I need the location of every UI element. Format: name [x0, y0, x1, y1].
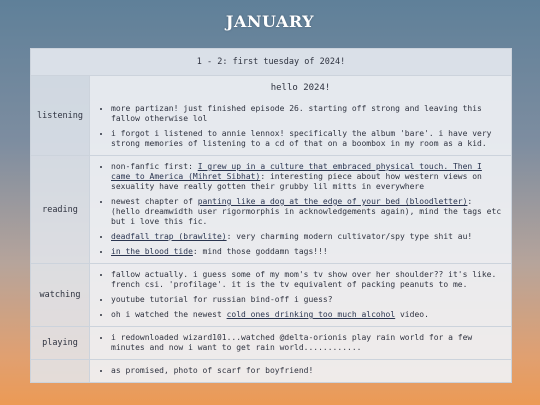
- list-item: • i redownloaded wizard101...watched @delta-orionis play rain world for a few minutes and now i want to get rain world............: [111, 333, 505, 353]
- row-label-watching: watching: [31, 264, 90, 326]
- list-item: • as promised, photo of scarf for boyfriend!: [111, 366, 505, 376]
- fic-link[interactable]: panting like a dog at the edge of your bed (bloodletter): [197, 197, 468, 206]
- list-item: [111, 270, 505, 290]
- row-content-reading: [90, 156, 511, 263]
- list-item: • more partizan! just finished episode 26. starting off strong and leaving this fallow otherwise lol: [111, 104, 505, 124]
- item-text: : interesting piece about how western views on sexuality have really gotten their grubby lil mitts in everywhere: [111, 172, 482, 191]
- reading-list: [96, 162, 505, 257]
- fic-link[interactable]: in the blood tide: [111, 247, 193, 256]
- row-watching: [31, 264, 511, 327]
- page-title: JANUARY: [225, 12, 315, 31]
- list-item: [111, 162, 505, 192]
- item-text: : very charming modern cultivator/spy type shit au!: [226, 232, 473, 241]
- row-label-playing: playing: [31, 327, 90, 359]
- item-text: : (hello dreamwidth user rigormorphis in acknowledgements again), mind the tags etc but i love this fic.: [111, 197, 502, 226]
- row-misc: [31, 360, 511, 382]
- item-text: fallow actually. i guess some of my mom's tv show over her shoulder?? it's like. french csi. 'profilage'. it is the tv equivalent of packing peanuts to me.: [111, 270, 497, 289]
- fic-link[interactable]: I grew up in a culture that embraced physical touch. Then I came to America (Mihret Sibhat): [111, 162, 482, 181]
- row-listening: [31, 76, 511, 156]
- listening-list: [96, 104, 505, 149]
- item-text: video.: [395, 310, 429, 319]
- greeting-heading: hello 2024!: [270, 83, 331, 93]
- misc-list: [96, 366, 505, 376]
- list-item: [111, 295, 505, 305]
- row-label-misc: [31, 360, 90, 382]
- watching-list: [96, 270, 505, 320]
- table-header: 1 - 2: first tuesday of 2024!: [31, 49, 511, 76]
- video-link[interactable]: cold ones drinking too much alcohol: [226, 310, 396, 319]
- playing-list: [96, 333, 505, 353]
- item-text: non-fanfic first:: [111, 162, 198, 171]
- row-label-reading: reading: [31, 156, 90, 263]
- item-text: newest chapter of: [111, 197, 198, 206]
- row-playing: [31, 327, 511, 360]
- row-content-listening: [90, 76, 511, 155]
- row-content-watching: [90, 264, 511, 326]
- list-item: [111, 310, 505, 320]
- list-item: [111, 197, 505, 227]
- item-text: oh i watched the newest: [111, 310, 227, 319]
- row-reading: [31, 156, 511, 264]
- row-content-playing: [90, 327, 511, 359]
- list-item: [111, 232, 505, 242]
- row-content-misc: [90, 360, 511, 382]
- item-text: youtube tutorial for russian bind-off i guess?: [111, 295, 333, 304]
- item-text: : mind those goddamn tags!!!: [192, 247, 328, 256]
- log-table: [30, 48, 512, 383]
- list-item: [111, 247, 505, 257]
- row-label-listening: listening: [31, 76, 90, 155]
- fic-link[interactable]: deadfall trap (brawlite): [111, 232, 227, 241]
- list-item: • i forgot i listened to annie lennox! specifically the album 'bare'. i have very strong memories of listening to a cd of that on a boombox in my room as a kid.: [111, 129, 505, 149]
